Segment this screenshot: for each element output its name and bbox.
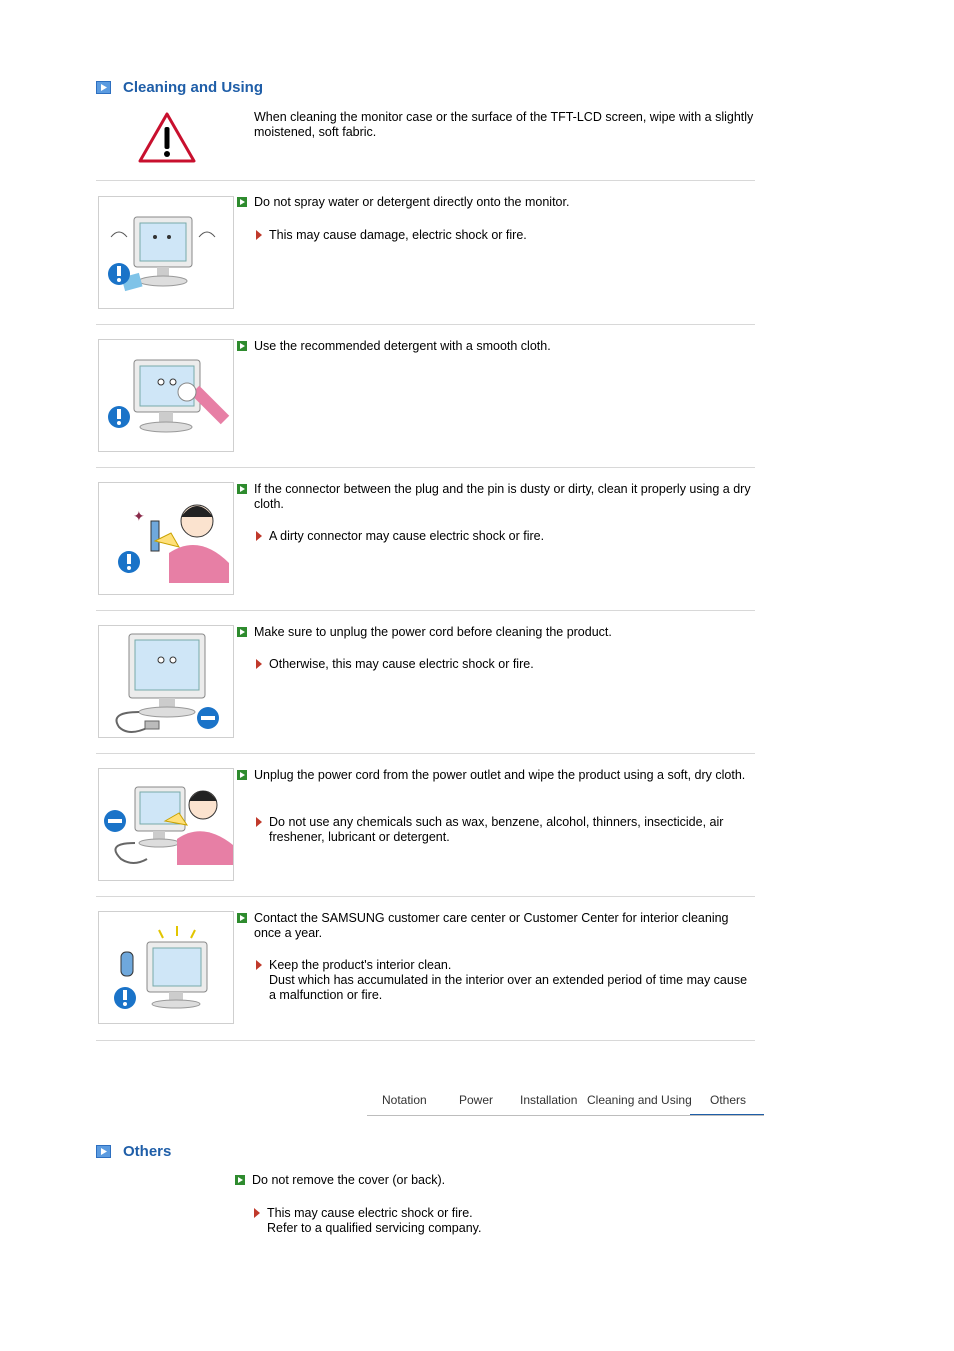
warning-text: When cleaning the monitor case or the surface of the TFT-LCD screen, wipe with a slightly moistened, soft fabric. [254,110,754,139]
svg-text:✦: ✦ [133,509,145,525]
item-sub-6: Keep the product's interior clean. Dust which has accumulated in the interior over an extended period of time may cause a malfunction or fire. [255,958,755,1003]
green-bullet-icon [237,770,247,780]
nav-item-power[interactable]: Power [459,1093,494,1107]
section-header-others [96,1141,171,1161]
divider [96,467,755,468]
plug-cleaning-icon [99,483,233,594]
green-bullet-icon [237,341,247,351]
section-header-cleaning [96,77,263,97]
green-bullet-icon [235,1175,245,1185]
item-main-6: Contact the SAMSUNG customer care center or Customer Center for interior cleaning once a year. [237,911,753,941]
monitor-cloth-icon [99,340,233,451]
illustration-clean-connector [98,482,234,595]
item-main-2: Use the recommended detergent with a smooth cloth. [237,339,753,354]
section-title: Cleaning and Using [123,78,264,96]
item-main-5: Unplug the power cord from the power outlet and wipe the product using a soft, dry cloth. [237,768,753,783]
section-title: Others [123,1142,172,1160]
section-nav [367,1090,764,1116]
illustration-unplug-cord [98,625,234,738]
nav-active-indicator [690,1114,764,1115]
green-bullet-icon [237,197,247,207]
red-arrow-icon [255,817,263,827]
nav-item-notation[interactable]: Notation [382,1093,427,1107]
item-main-4: Make sure to unplug the power cord before cleaning the product. [237,625,753,640]
section-arrow-icon [96,1145,111,1158]
monitor-spray-icon [99,197,233,308]
red-arrow-icon [255,230,263,240]
item-sub-4: Otherwise, this may cause electric shock or fire. [255,657,755,672]
green-bullet-icon [237,913,247,923]
others-item-sub: This may cause electric shock or fire. Refer to a qualified servicing company. [253,1206,753,1236]
illustration-spray-monitor [98,196,234,309]
red-arrow-icon [255,531,263,541]
illustration-detergent-cloth [98,339,234,452]
monitor-unplug-icon [99,626,233,737]
section-arrow-icon [96,81,111,94]
illustration-interior-cleaning [98,911,234,1024]
item-sub-1: This may cause damage, electric shock or fire. [255,228,755,243]
item-sub-5: Do not use any chemicals such as wax, benzene, alcohol, thinners, insecticide, air freshener, lubricant or detergent. [255,815,755,845]
monitor-service-icon [99,912,233,1023]
nav-item-installation[interactable]: Installation [520,1093,578,1107]
item-sub-3: A dirty connector may cause electric shock or fire. [255,529,755,544]
divider [96,180,755,181]
monitor-wipe-icon [99,769,233,880]
item-main-3: If the connector between the plug and the pin is dusty or dirty, clean it properly using a dry cloth. [237,482,753,512]
illustration-wipe-dry-cloth [98,768,234,881]
red-arrow-icon [255,659,263,669]
warning-triangle-icon [137,111,197,164]
divider [96,610,755,611]
divider [96,324,755,325]
green-bullet-icon [237,627,247,637]
green-bullet-icon [237,484,247,494]
divider [96,1040,755,1041]
divider [96,896,755,897]
red-arrow-icon [255,960,263,970]
nav-item-cleaning-and-using[interactable]: Cleaning and Using [587,1093,692,1107]
divider [96,753,755,754]
item-main-1: Do not spray water or detergent directly onto the monitor. [237,195,753,210]
others-item-main: Do not remove the cover (or back). [235,1173,751,1188]
red-arrow-icon [253,1208,261,1218]
nav-item-others[interactable]: Others [710,1093,747,1107]
